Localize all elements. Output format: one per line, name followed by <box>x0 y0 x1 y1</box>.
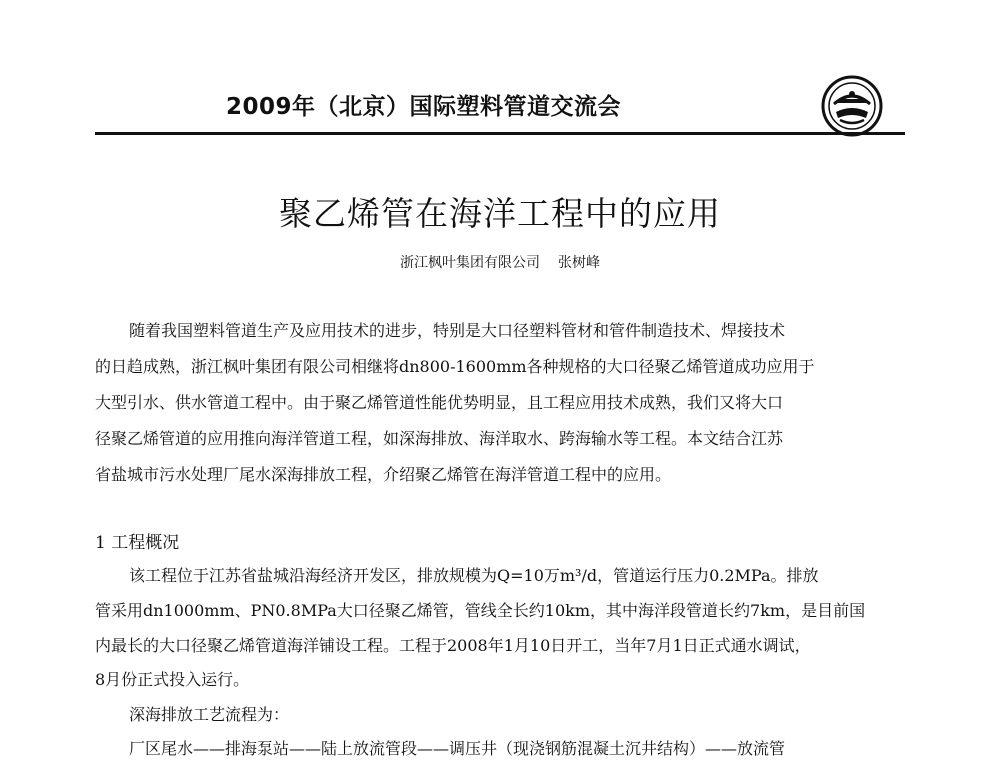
section-line: 该工程位于江苏省盐城沿海经济开发区，排放规模为Q=10万m³/d，管道运行压力0.2MPa。排放 <box>129 566 819 585</box>
abstract-line: 大型引水、供水管道工程中。由于聚乙烯管道性能优势明显，且工程应用技术成熟，我们又将大口 <box>95 393 784 412</box>
conference-seal-icon <box>820 74 884 138</box>
running-header-title: 2009年（北京）国际塑料管道交流会 <box>226 94 622 120</box>
section-line: 内最长的大口径聚乙烯管道海洋铺设工程。工程于2008年1月10日开工，当年7月1日正式通水调试， <box>95 636 811 655</box>
abstract-line: 径聚乙烯管道的应用推向海洋管道工程，如深海排放、海洋取水、跨海输水等工程。本文结合江苏 <box>95 429 784 448</box>
section-heading: 1 工程概况 <box>95 533 180 553</box>
byline <box>0 252 1000 272</box>
section-line: 厂区尾水——排海泵站——陆上放流管段——调压井（现浇钢筋混凝土沉井结构）——放流管 <box>129 739 786 758</box>
section-line: 管采用dn1000mm、PN0.8MPa大口径聚乙烯管，管线全长约10km，其中海洋段管道长约7km，是目前国 <box>95 601 866 620</box>
author-affiliation: 浙江枫叶集团有限公司 <box>400 255 540 271</box>
author-name: 张树峰 <box>558 255 600 271</box>
paper-title: 聚乙烯管在海洋工程中的应用 <box>279 194 721 233</box>
abstract-line: 随着我国塑料管道生产及应用技术的进步，特别是大口径塑料管材和管件制造技术、焊接技术 <box>129 321 786 340</box>
section-line: 8月份正式投入运行。 <box>95 670 250 689</box>
section-line: 深海排放工艺流程为： <box>129 705 290 724</box>
header-rule <box>95 132 905 135</box>
abstract-line: 省盐城市污水处理厂尾水深海排放工程，介绍聚乙烯管在海洋管道工程中的应用。 <box>95 465 672 484</box>
abstract-line: 的日趋成熟，浙江枫叶集团有限公司相继将dn800-1600mm各种规格的大口径聚乙烯管道成功应用于 <box>95 357 815 376</box>
